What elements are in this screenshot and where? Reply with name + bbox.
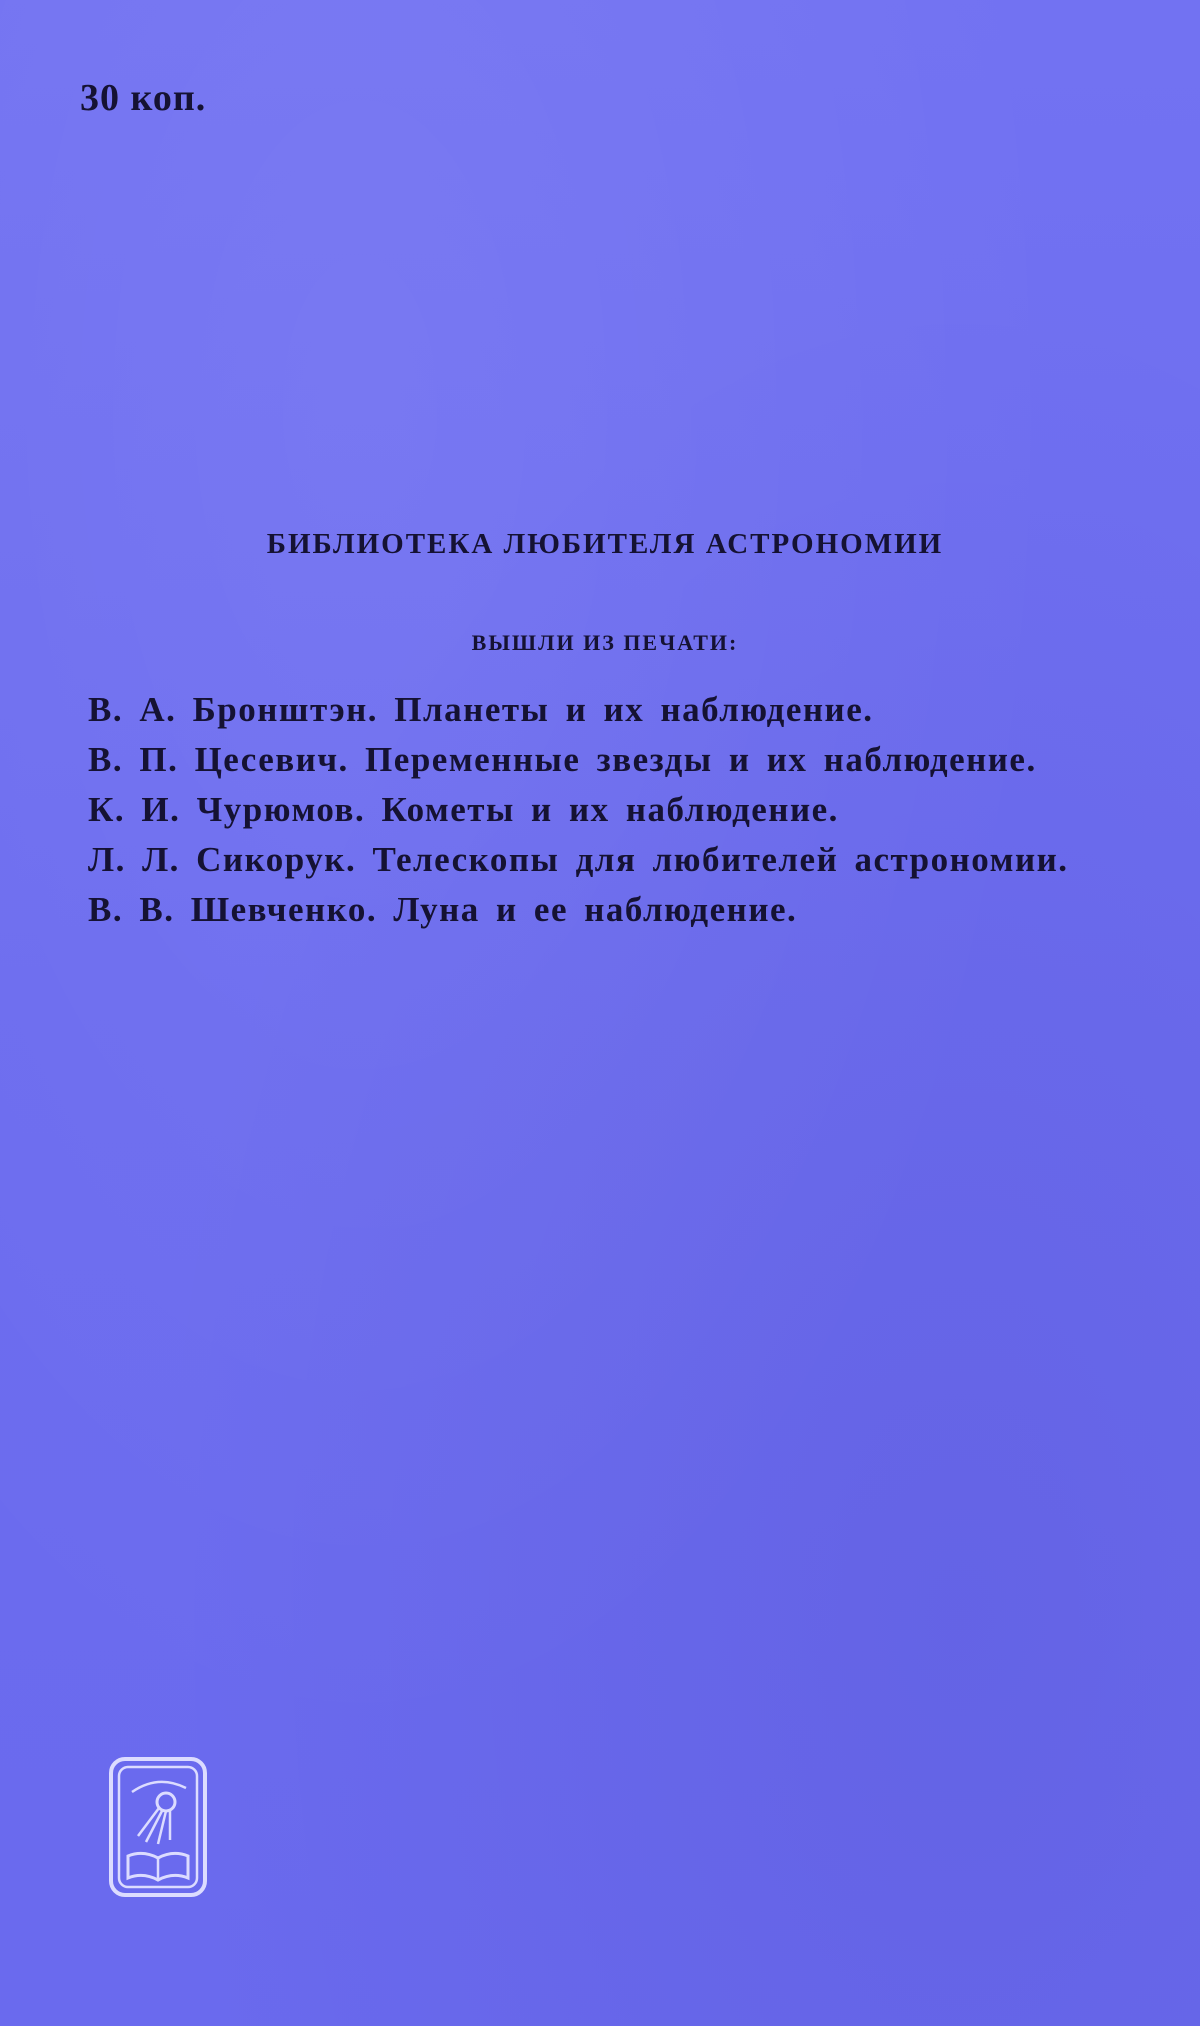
publisher-logo-icon xyxy=(108,1756,208,1898)
book-item: В. В. Шевченко. Луна и ее наблюдение. xyxy=(88,890,798,929)
price-label: 30 коп. xyxy=(80,77,207,119)
published-heading: ВЫШЛИ ИЗ ПЕЧАТИ: xyxy=(471,630,739,655)
series-title: БИБЛИОТЕКА ЛЮБИТЕЛЯ АСТРОНОМИИ xyxy=(266,528,944,560)
book-item: В. П. Цесевич. Переменные звезды и их наблюдение. xyxy=(88,740,1037,779)
book-item: В. А. Бронштэн. Планеты и их наблюдение. xyxy=(88,690,874,729)
book-item: Л. Л. Сикорук. Телескопы для любителей астрономии. xyxy=(88,840,1069,879)
book-list xyxy=(88,685,1138,935)
book-item: К. И. Чурюмов. Кометы и их наблюдение. xyxy=(88,790,839,829)
